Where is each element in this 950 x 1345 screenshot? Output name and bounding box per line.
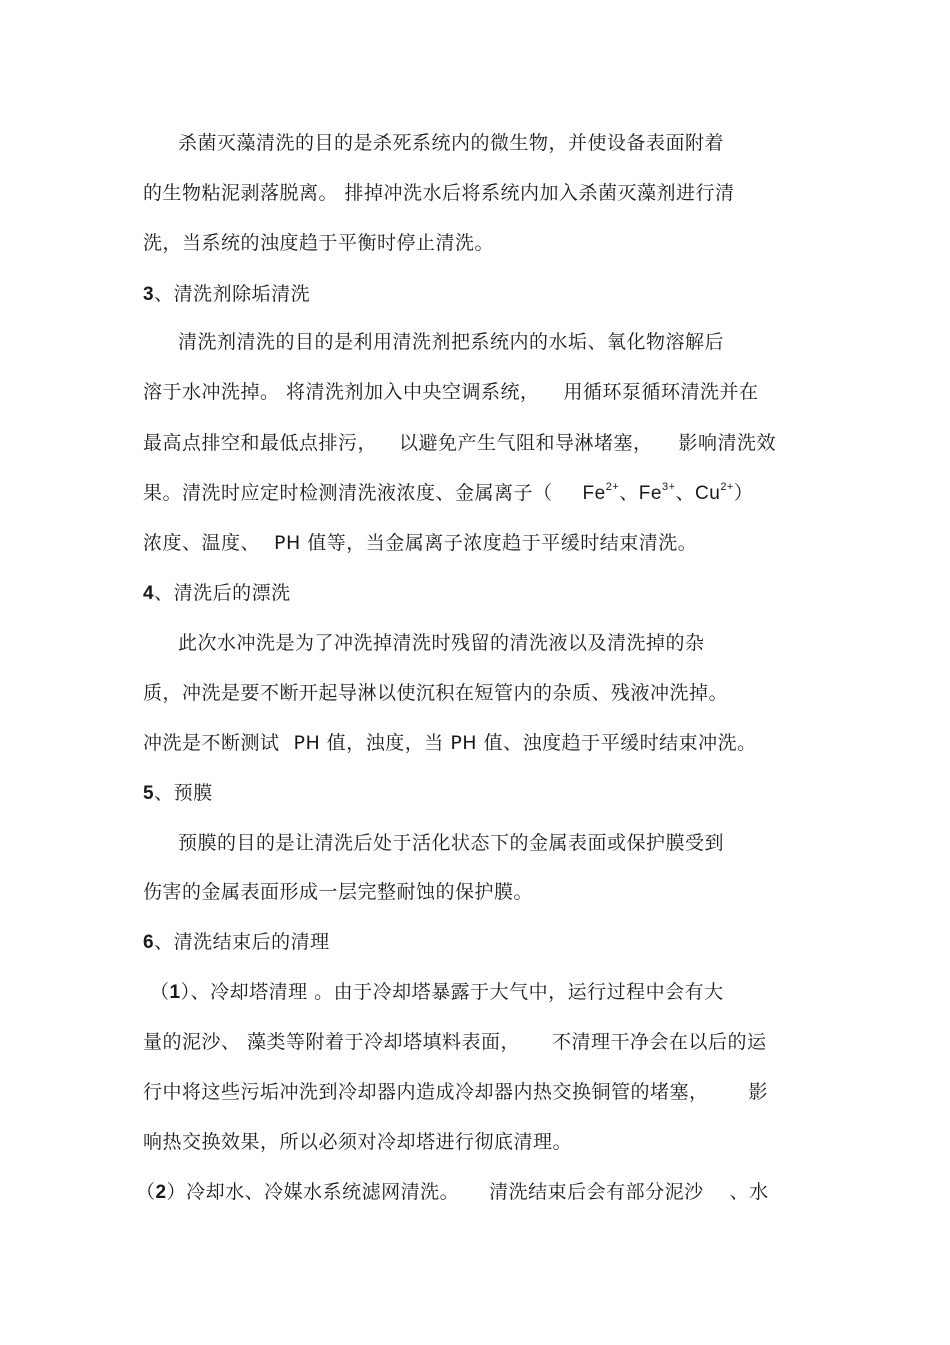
paragraph-line (143, 430, 776, 456)
text-run: 冲洗是不断测试 (143, 732, 280, 754)
paragraph-line (143, 730, 757, 756)
text-run: ）、冷却塔清理 。由于冷却塔暴露于大气中，运行过程中会有大 (180, 981, 724, 1003)
section-heading-4 (143, 580, 291, 607)
text-run: 、水 (729, 1181, 769, 1203)
paragraph-line: 清洗剂清洗的目的是利用清洗剂把系统内的水垢、氧化物溶解后 (178, 331, 725, 353)
item-number: 2 (155, 1182, 167, 1203)
text-run: PH 值，浊度，当 PH 值、浊度趋于平缓时结束冲洗。 (293, 732, 757, 754)
text-run: 最高点排空和最低点排污， (143, 432, 378, 454)
text-run: 浓度、温度、 (143, 532, 261, 554)
paragraph-line: 的生物粘泥剥落脱离。 排掉冲洗水后将系统内加入杀菌灭藻剂进行清 (143, 182, 735, 204)
item-number: 1 (169, 982, 181, 1003)
section-title: 、清洗剂除垢清洗 (154, 283, 311, 305)
paragraph-line: 杀菌灭藻清洗的目的是杀死系统内的微生物，并使设备表面附着 (178, 132, 725, 154)
section-number: 4 (143, 583, 155, 604)
ion-fe3: $Fe^{3+}$ (638, 481, 676, 504)
ion-cu2: $Cu^{2+}$ (695, 481, 734, 504)
separator: 、 (675, 482, 696, 504)
text-run: 影响清洗效 (678, 432, 777, 454)
paragraph-line: 响热交换效果，所以必须对冷却塔进行彻底清理。 (143, 1131, 573, 1153)
section-number: 6 (143, 932, 155, 953)
text-run: 果。清洗时应定时检测清洗液浓度、金属离子（ (143, 482, 553, 504)
text-run: 以避免产生气阻和导淋堵塞， (399, 432, 653, 454)
section-heading-3 (143, 281, 310, 308)
ion-fe2: $Fe^{2+}$ (582, 481, 620, 504)
text-run: 影 (748, 1081, 769, 1103)
paragraph-line (143, 379, 759, 405)
section-number: 3 (143, 284, 155, 305)
text-run: 不清理干净会在以后的运 (552, 1031, 767, 1053)
text-run: 清洗结束后会有部分泥沙 (489, 1181, 704, 1203)
paragraph-line (143, 530, 697, 556)
text-run: ）冷却水、冷媒水系统滤网清洗。 (166, 1181, 460, 1203)
section-number: 5 (143, 783, 155, 804)
text-run: PH 值等，当金属离子浓度趋于平缓时结束清洗。 (274, 532, 698, 554)
separator: 、 (619, 482, 639, 504)
text-run: 用循环泵循环清洗并在 (563, 381, 759, 403)
open-paren: （ (136, 1181, 156, 1203)
close-paren: ） (733, 482, 754, 504)
open-paren: （ (150, 981, 170, 1003)
section-title: 、预膜 (154, 782, 213, 804)
section-title: 、清洗结束后的清理 (154, 931, 330, 953)
paragraph-line (143, 480, 753, 507)
section-title: 、清洗后的漂洗 (154, 582, 291, 604)
section-heading-5 (143, 780, 213, 807)
paragraph-line: 洗，当系统的浊度趋于平衡时停止清洗。 (143, 232, 495, 254)
paragraph-line (143, 1029, 767, 1055)
paragraph-line: 伤害的金属表面形成一层完整耐蚀的保护膜。 (143, 881, 534, 903)
paragraph-line: 预膜的目的是让清洗后处于活化状态下的金属表面或保护膜受到 (178, 832, 725, 854)
paragraph-line (143, 1079, 768, 1105)
paragraph-line (150, 979, 724, 1006)
paragraph-line (136, 1179, 769, 1206)
paragraph-line: 质，冲洗是要不断开起导淋以使沉积在短管内的杂质、残液冲洗掉。 (143, 682, 729, 704)
paragraph-line: 此次水冲洗是为了冲洗掉清洗时残留的清洗液以及清洗掉的杂 (178, 632, 705, 654)
text-run: 溶于水冲洗掉。 将清洗剂加入中央空调系统， (143, 381, 540, 403)
text-run: 量的泥沙、 藻类等附着于冷却塔填料表面， (143, 1031, 521, 1053)
text-run: 行中将这些污垢冲洗到冷却器内造成冷却器内热交换铜管的堵塞， (143, 1081, 709, 1103)
section-heading-6 (143, 929, 330, 956)
